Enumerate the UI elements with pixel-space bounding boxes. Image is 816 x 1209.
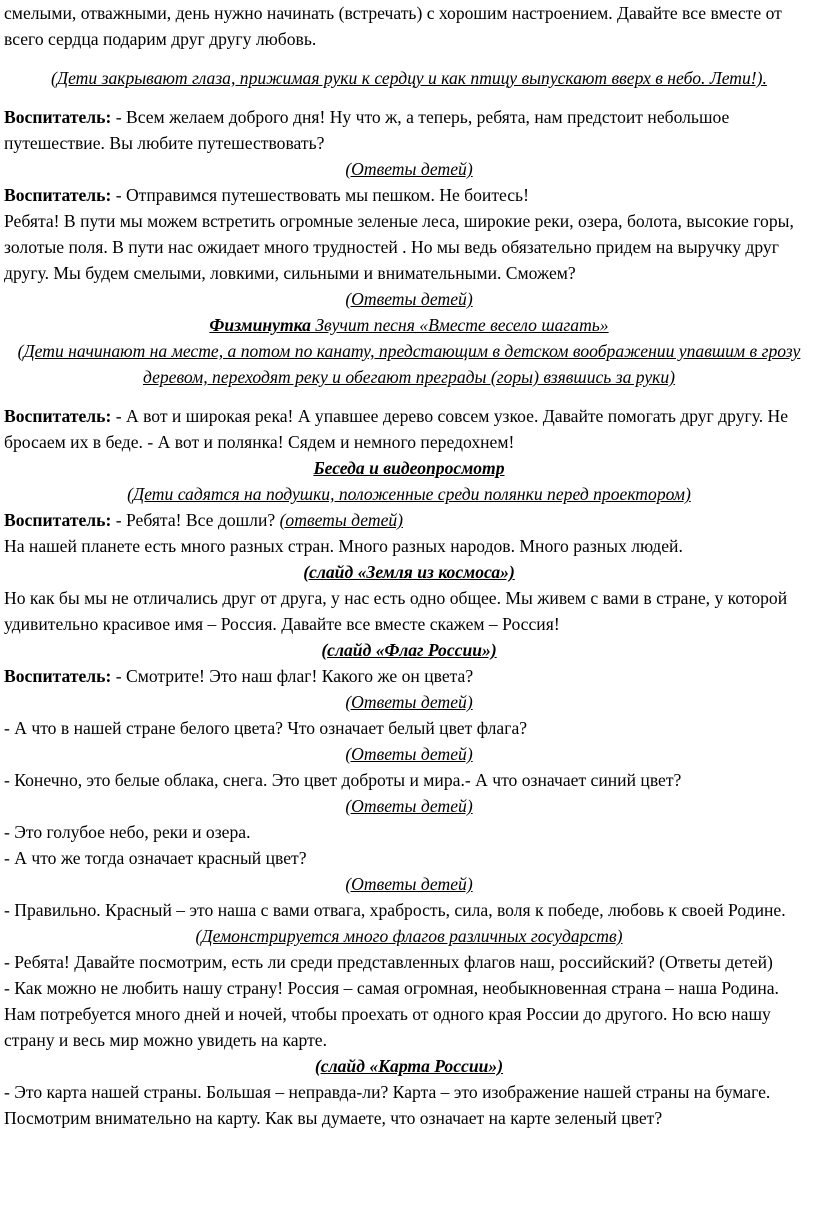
speech-text: - Всем желаем доброго дня! Ну что ж, а теперь, ребята, нам предстоит небольшое путешествие. Вы любите путешествовать? xyxy=(4,107,730,153)
speaker-label: Воспитатель: xyxy=(4,510,112,530)
stage-direction: (Дети садятся на подушки, положенные среди полянки перед проектором) xyxy=(127,484,691,504)
speaker-label: Воспитатель: xyxy=(4,406,112,426)
children-answers: (Ответы детей) xyxy=(345,692,473,712)
document-page xyxy=(4,0,814,1131)
paragraph: - Ребята! Давайте посмотрим, есть ли среди представленных флагов наш, российский? (Ответы детей) xyxy=(4,952,773,972)
paragraph: - Это карта нашей страны. Большая – неправда-ли? Карта – это изображение нашей страны на бумаге. Посмотрим внимательно на карту. Как вы думаете, что означает на карте зеленый цвет? xyxy=(4,1082,771,1128)
children-answers: (Ответы детей) xyxy=(345,289,473,309)
teacher-line xyxy=(4,104,814,156)
heading-bold: Физминутка xyxy=(209,315,311,335)
speaker-label: Воспитатель: xyxy=(4,666,112,686)
slide-heading: (слайд «Земля из космоса») xyxy=(303,562,515,582)
paragraph: Ребята! В пути мы можем встретить огромные зеленые леса, широкие реки, озера, болота, высокие горы, золотые поля. В пути нас ожидает много трудностей . Но мы ведь обязательно придем на выручку друг другу. Мы будем смелыми, ловкими, сильными и внимательными. Сможем? xyxy=(4,211,794,283)
speech-text: - Смотрите! Это наш флаг! Какого же он цвета? xyxy=(111,666,474,686)
children-answers-inline: (ответы детей) xyxy=(279,510,404,530)
paragraph: - Конечно, это белые облака, снега. Это цвет доброты и мира.- А что означает синий цвет? xyxy=(4,770,682,790)
section-heading xyxy=(4,312,814,338)
paragraph: - Это голубое небо, реки и озера. xyxy=(4,822,251,842)
teacher-line xyxy=(4,663,814,689)
children-answers: (Ответы детей) xyxy=(345,796,473,816)
teacher-line xyxy=(4,507,814,533)
paragraph: - Правильно. Красный – это наша с вами отвага, храбрость, сила, воля к победе, любовь к своей Родине. xyxy=(4,900,786,920)
speaker-label: Воспитатель: xyxy=(4,107,112,127)
stage-direction: (Демонстрируется много флагов различных государств) xyxy=(195,926,623,946)
speech-text: - Ребята! Все дошли? xyxy=(111,510,280,530)
heading-italic: Звучит песня «Вместе весело шагать» xyxy=(310,315,609,335)
speech-text: - Отправимся путешествовать мы пешком. Не боитесь! xyxy=(111,185,529,205)
paragraph: - А что в нашей стране белого цвета? Что означает белый цвет флага? xyxy=(4,718,528,738)
slide-heading: (слайд «Карта России») xyxy=(314,1056,504,1076)
paragraph: - Как можно не любить нашу страну! Россия – самая огромная, необыкновенная страна – наша Родина. Нам потребуется много дней и ночей, чтобы проехать от одного края России до другого. Но всю нашу страну и весь мир можно увидеть на карте. xyxy=(4,978,779,1050)
paragraph: - А что же тогда означает красный цвет? xyxy=(4,848,307,868)
children-answers: (Ответы детей) xyxy=(345,159,473,179)
paragraph: Но как бы мы не отличались друг от друга, у нас есть одно общее. Мы живем с вами в стране, у которой удивительно красивое имя – Россия. Давайте все вместе скажем – Россия! xyxy=(4,588,788,634)
children-answers: (Ответы детей) xyxy=(345,874,473,894)
paragraph: На нашей планете есть много разных стран. Много разных народов. Много разных людей. xyxy=(4,536,683,556)
stage-direction: (Дети начинают на месте, а потом по канату, предстающим в детском воображении упавшим в грозу деревом, переходят реку и обегают преграды (горы) взявшись за руки) xyxy=(17,341,801,387)
teacher-line xyxy=(4,403,814,455)
paragraph: смелыми, отважными, день нужно начинать (встречать) с хорошим настроением. Давайте все вместе от всего сердца подарим друг другу любовь. xyxy=(4,3,782,49)
slide-heading: (слайд «Флаг России») xyxy=(321,640,497,660)
section-heading: Беседа и видеопросмотр xyxy=(313,458,505,478)
stage-direction: (Дети закрывают глаза, прижимая руки к сердцу и как птицу выпускают вверх в небо. Лети!). xyxy=(51,68,767,88)
children-answers: (Ответы детей) xyxy=(345,744,473,764)
speech-text: - А вот и широкая река! А упавшее дерево совсем узкое. Давайте помогать друг другу. Не бросаем их в беде. - А вот и полянка! Сядем и немного передохнем! xyxy=(4,406,789,452)
speaker-label: Воспитатель: xyxy=(4,185,112,205)
teacher-line xyxy=(4,182,814,208)
